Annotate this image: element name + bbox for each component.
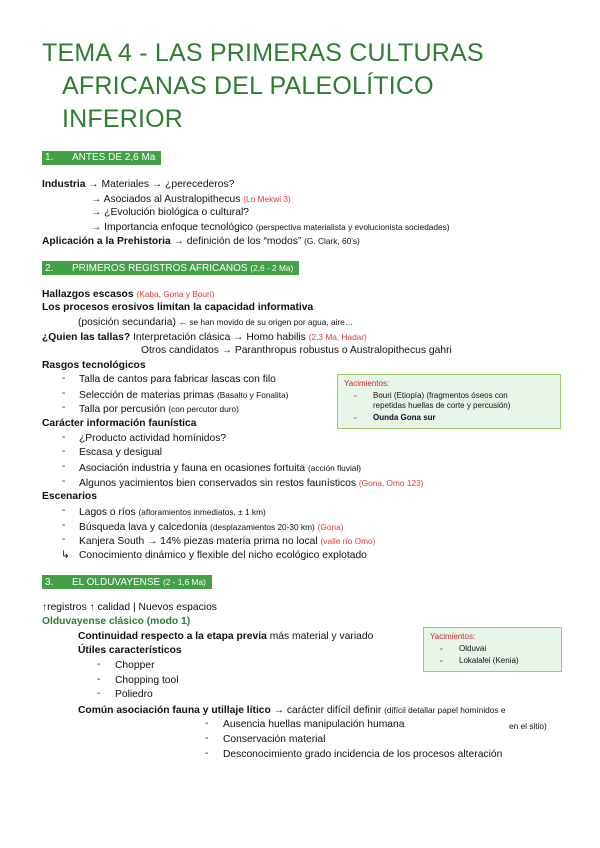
- hallazgos-note: (Kaba, Gona y Bouri): [136, 289, 215, 299]
- caracter-item-3-text: Asociación industria y fauna en ocasiones fortuita: [79, 463, 306, 474]
- comun-item-3: Desconocimiento grado incidencia de los procesos alteración: [223, 749, 503, 760]
- rasgos-item-3: [79, 402, 239, 417]
- escenarios-dash-2: -: [62, 520, 66, 531]
- industria-arrow: →: [88, 179, 99, 190]
- yacimientos-box-1-title: Yacimientos:: [344, 379, 390, 388]
- rasgos-dash-2: -: [62, 388, 66, 399]
- procesos-sub-line: [78, 315, 353, 330]
- comun-dash-3: -: [205, 748, 209, 759]
- comun-text: → carácter difícil definir: [273, 705, 382, 716]
- section-3-range: (2 - 1,6 Ma): [162, 577, 206, 587]
- utiles-item-3: Poliedro: [115, 689, 153, 700]
- utiles-label: Útiles característicos: [78, 645, 182, 656]
- rasgos-dash-3: -: [62, 402, 66, 413]
- rasgos-item-2: [79, 388, 288, 403]
- aplicacion-note: (G. Clark, 60’s): [304, 236, 360, 246]
- caracter-dash-2: -: [62, 446, 66, 457]
- rasgos-item-2-text: Selección de materias primas: [79, 390, 215, 401]
- registros-line: ↑registros ↑ calidad | Nuevos espacios: [42, 602, 217, 613]
- caracter-item-4: [79, 476, 423, 491]
- rasgos-label: Rasgos tecnológicos: [42, 360, 146, 371]
- comun-item-1: Ausencia huellas manipulación humana: [223, 719, 405, 730]
- escenarios-dash-3: -: [62, 534, 66, 545]
- olduvayense-clasico-label: Olduvayense clásico (modo 1): [42, 616, 191, 627]
- section-2-range: (2,6 - 2 Ma): [250, 263, 294, 273]
- asociados-text: → Asociados al Australopithecus: [91, 194, 241, 205]
- caracter-label: Carácter información faunística: [42, 418, 197, 429]
- comun-note-1: (difícil detallar papel homínidos e: [384, 705, 506, 715]
- utiles-item-2: Chopping tool: [115, 675, 179, 686]
- escenarios-item-2: [79, 520, 344, 535]
- section-1-heading: [42, 151, 161, 165]
- industria-line: [42, 178, 234, 192]
- escenarios-item-3: [79, 534, 375, 549]
- utiles-item-1: Chopper: [115, 660, 155, 671]
- section-1-number: 1.: [45, 152, 54, 163]
- otros-line: Otros candidatos → Paranthropus robustus o Australopithecus gahri: [141, 345, 452, 356]
- continuidad-text: más material y variado: [269, 631, 374, 642]
- comun-item-2: Conservación material: [223, 734, 326, 745]
- rasgos-item-1: Talla de cantos para fabricar lascas con filo: [79, 374, 276, 385]
- quien-note: (2,3 Ma, Hadar): [308, 332, 367, 342]
- comun-dash-1: -: [205, 718, 209, 729]
- asociados-line: [91, 192, 291, 207]
- enfoque-note: (perspectiva materialista y evolucionista sociedades): [255, 222, 450, 232]
- caracter-item-2: Escasa y desigual: [79, 447, 162, 458]
- caracter-dash-4: -: [62, 476, 66, 487]
- rasgos-item-2-note: (Basalto y Fonalita): [216, 390, 289, 400]
- industria-label: Industria: [42, 179, 86, 190]
- utiles-dash-3: -: [97, 688, 101, 699]
- hallazgos-line: [42, 287, 214, 302]
- comun-note-2: en el sitio): [509, 721, 547, 731]
- escenarios-item-1-note: (afloramientos inmediatos, ± 1 km): [138, 507, 266, 517]
- escenarios-item-1-text: Lagos o ríos: [79, 507, 136, 518]
- comun-line: [78, 703, 505, 718]
- rasgos-dash-1: -: [62, 373, 66, 384]
- caracter-item-1: ¿Producto actividad homínidos?: [79, 433, 227, 444]
- procesos-sub: (posición secundaria): [78, 317, 176, 328]
- escenarios-item-3-text: Kanjera South → 14% piezas materia prima no local: [79, 536, 318, 547]
- yacimientos-box-1-item-1a: Bouri (Etiopía) (fragmentos óseos con: [373, 391, 508, 400]
- aplicacion-line: [42, 234, 360, 249]
- aplicacion-label: Aplicación a la Prehistoria: [42, 236, 171, 247]
- section-2-label: PRIMEROS REGISTROS AFRICANOS: [72, 263, 248, 274]
- conocimiento-line: Conocimiento dinámico y flexible del nicho ecológico explotado: [79, 550, 367, 561]
- page-title-line-2: AFRICANAS DEL PALEOLÍTICO: [62, 72, 434, 100]
- evolucion-line: → ¿Evolución biológica o cultural?: [91, 207, 249, 218]
- quien-text: Interpretación clásica → Homo habilis: [133, 332, 306, 343]
- yacimientos-box-1-item-2: Ounda Gona sur: [373, 413, 436, 422]
- aplicacion-text: → definición de los “modos”: [173, 236, 302, 247]
- yacimientos-box-2-dash-1: -: [440, 644, 443, 653]
- page-title-line-3: INFERIOR: [62, 105, 184, 133]
- yacimientos-box-1-dash-2: -: [354, 413, 357, 422]
- escenarios-item-1: [79, 505, 266, 520]
- conocimiento-bullet: ↳: [61, 550, 70, 561]
- comun-dash-2: -: [205, 733, 209, 744]
- section-1-label: ANTES DE 2,6 Ma: [72, 152, 156, 163]
- utiles-dash-1: -: [97, 659, 101, 670]
- yacimientos-box-2-item-1: Olduvai: [459, 644, 487, 653]
- caracter-item-3: [79, 461, 361, 476]
- hallazgos-label: Hallazgos escasos: [42, 289, 134, 300]
- continuidad-line: [78, 630, 373, 644]
- utiles-dash-2: -: [97, 674, 101, 685]
- section-3-heading: [42, 575, 212, 589]
- section-2-number: 2.: [45, 263, 54, 274]
- yacimientos-box-1-item-1b: repetidas huellas de corte y percusión): [373, 401, 511, 410]
- caracter-dash-3: -: [62, 461, 66, 472]
- caracter-dash-1: -: [62, 432, 66, 443]
- quien-line: [42, 330, 367, 345]
- yacimientos-box-2: [423, 627, 562, 672]
- rasgos-item-3-note: (con percutor duro): [168, 404, 239, 414]
- section-3-number: 3.: [45, 577, 54, 588]
- section-3-label: EL OLDUVAYENSE: [72, 577, 161, 588]
- caracter-item-4-text: Algunos yacimientos bien conservados sin restos faunísticos: [79, 478, 357, 489]
- escenarios-label: Escenarios: [42, 491, 97, 502]
- section-2-heading: [42, 261, 299, 275]
- enfoque-line: [91, 220, 450, 235]
- industria-text: Materiales → ¿perecederos?: [101, 179, 235, 190]
- yacimientos-box-1-dash-1: -: [354, 391, 357, 400]
- continuidad-label: Continuidad respecto a la etapa previa: [78, 631, 267, 642]
- yacimientos-box-1: [337, 374, 561, 429]
- enfoque-text: → Importancia enfoque tecnológico: [91, 222, 253, 233]
- escenarios-dash-1: -: [62, 505, 66, 516]
- asociados-note: (Lo Mekwi 3): [243, 194, 291, 204]
- escenarios-item-2-text: Búsqueda lava y calcedonia: [79, 522, 208, 533]
- procesos-label: Los procesos erosivos limitan la capacidad informativa: [42, 302, 314, 313]
- page-title-line-1: TEMA 4 - LAS PRIMERAS CULTURAS: [42, 39, 484, 67]
- escenarios-item-2-note: (desplazamientos 20-30 km): [210, 522, 315, 532]
- comun-label: Común asociación fauna y utillaje lítico: [78, 705, 271, 716]
- caracter-item-4-red: (Gona, Omo 123): [358, 478, 424, 488]
- quien-label: ¿Quien las tallas?: [42, 332, 131, 343]
- escenarios-item-2-red: (Gona): [317, 522, 344, 532]
- yacimientos-box-2-dash-2: -: [440, 656, 443, 665]
- caracter-item-3-note: (acción fluvial): [307, 463, 362, 473]
- yacimientos-box-2-item-2: Lokalalei (Kenia): [459, 656, 519, 665]
- rasgos-item-3-text: Talla por percusión: [79, 404, 166, 415]
- escenarios-item-3-red: (valle río Omo): [320, 536, 376, 546]
- yacimientos-box-2-title: Yacimientos:: [430, 632, 476, 641]
- procesos-sub-note: ← se han movido de su origen por agua, aire…: [178, 317, 354, 327]
